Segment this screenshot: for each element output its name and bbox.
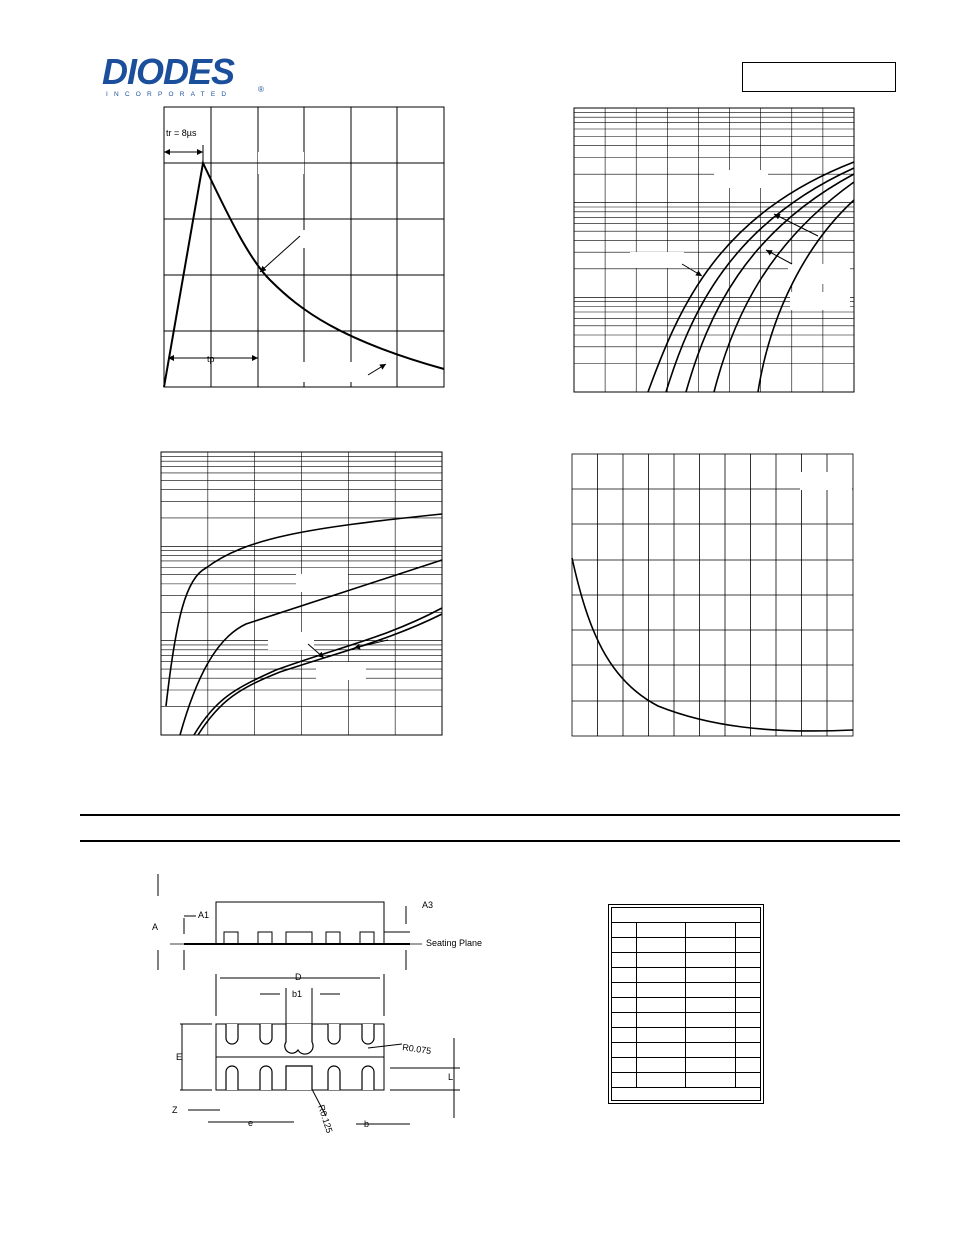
table-cell	[735, 1043, 760, 1058]
section-rule-bottom	[80, 840, 900, 842]
table-row	[612, 1028, 760, 1043]
radius-label-large: R0.125	[316, 1103, 335, 1135]
table-cell	[686, 968, 735, 983]
table-row	[612, 908, 760, 923]
table-cell	[637, 1058, 686, 1073]
dimensions-table	[608, 904, 764, 1104]
dim-label-E: E	[176, 1052, 183, 1062]
table-cell	[612, 1058, 637, 1073]
table-cell	[735, 1058, 760, 1073]
table-cell	[735, 968, 760, 983]
part-number-box	[742, 62, 896, 92]
table-row	[612, 953, 760, 968]
table-cell	[686, 998, 735, 1013]
table-cell	[612, 968, 637, 983]
table-cell	[637, 983, 686, 998]
table-cell	[735, 1073, 760, 1088]
table-cell	[686, 953, 735, 968]
table-cell	[612, 1013, 637, 1028]
pulse-waveform-chart	[150, 100, 450, 400]
table-cell	[686, 1043, 735, 1058]
table-cell	[735, 923, 760, 938]
table-cell	[686, 1058, 735, 1073]
registered-mark: ®	[258, 85, 264, 94]
table-cell	[637, 953, 686, 968]
table-cell	[686, 1013, 735, 1028]
table-cell	[637, 1073, 686, 1088]
dim-label-A3: A3	[422, 900, 434, 910]
logo-wordmark: DIODES	[102, 52, 235, 92]
table-cell	[735, 998, 760, 1013]
log-response-chart	[156, 448, 448, 740]
table-cell	[686, 923, 735, 938]
logo-tagline: INCORPORATED	[106, 91, 233, 98]
table-row	[612, 1073, 760, 1088]
radius-label-small: R0.075	[401, 1042, 432, 1057]
diodes-logo	[100, 52, 270, 100]
seating-plane-label: Seating Plane	[426, 938, 483, 948]
table-cell	[612, 998, 637, 1013]
table-cell	[612, 983, 637, 998]
table-cell	[612, 938, 637, 953]
table-row	[612, 923, 760, 938]
dimensions-grid	[612, 908, 760, 1088]
table-cell	[735, 1013, 760, 1028]
dim-label-b1: b1	[292, 989, 303, 999]
table-cell	[735, 983, 760, 998]
table-cell	[637, 968, 686, 983]
table-cell	[612, 953, 637, 968]
table-cell	[637, 1043, 686, 1058]
table-row	[612, 1043, 760, 1058]
table-cell	[686, 983, 735, 998]
table-row	[612, 1058, 760, 1073]
table-cell	[637, 938, 686, 953]
package-outline-drawing	[140, 866, 500, 1138]
table-row	[612, 998, 760, 1013]
table-cell	[686, 1073, 735, 1088]
table-cell	[612, 1043, 637, 1058]
decay-curve	[572, 558, 853, 731]
tr-label: tr = 8µs	[166, 128, 197, 138]
table-cell	[686, 1028, 735, 1043]
dim-label-b: b	[364, 1119, 370, 1129]
table-cell	[637, 1028, 686, 1043]
table-row	[612, 983, 760, 998]
table-cell	[637, 1013, 686, 1028]
dim-label-D: D	[295, 972, 302, 982]
table-header-cell	[612, 908, 760, 923]
table-cell	[612, 923, 637, 938]
dim-label-L: L	[448, 1072, 454, 1082]
log-curves-chart	[570, 104, 860, 396]
table-cell	[637, 998, 686, 1013]
dim-label-A1: A1	[198, 910, 210, 920]
tp-label: tp	[207, 354, 215, 364]
table-cell	[686, 938, 735, 953]
dim-label-A: A	[152, 922, 159, 932]
table-row	[612, 1013, 760, 1028]
table-cell	[735, 938, 760, 953]
table-cell	[637, 923, 686, 938]
table-cell	[612, 1028, 637, 1043]
table-cell	[612, 1073, 637, 1088]
dim-label-e: e	[248, 1118, 254, 1128]
decay-chart	[568, 450, 858, 740]
table-cell	[735, 1028, 760, 1043]
table-row	[612, 938, 760, 953]
table-row	[612, 968, 760, 983]
table-cell	[735, 953, 760, 968]
dim-label-Z: Z	[172, 1105, 178, 1115]
section-rule-top	[80, 814, 900, 816]
